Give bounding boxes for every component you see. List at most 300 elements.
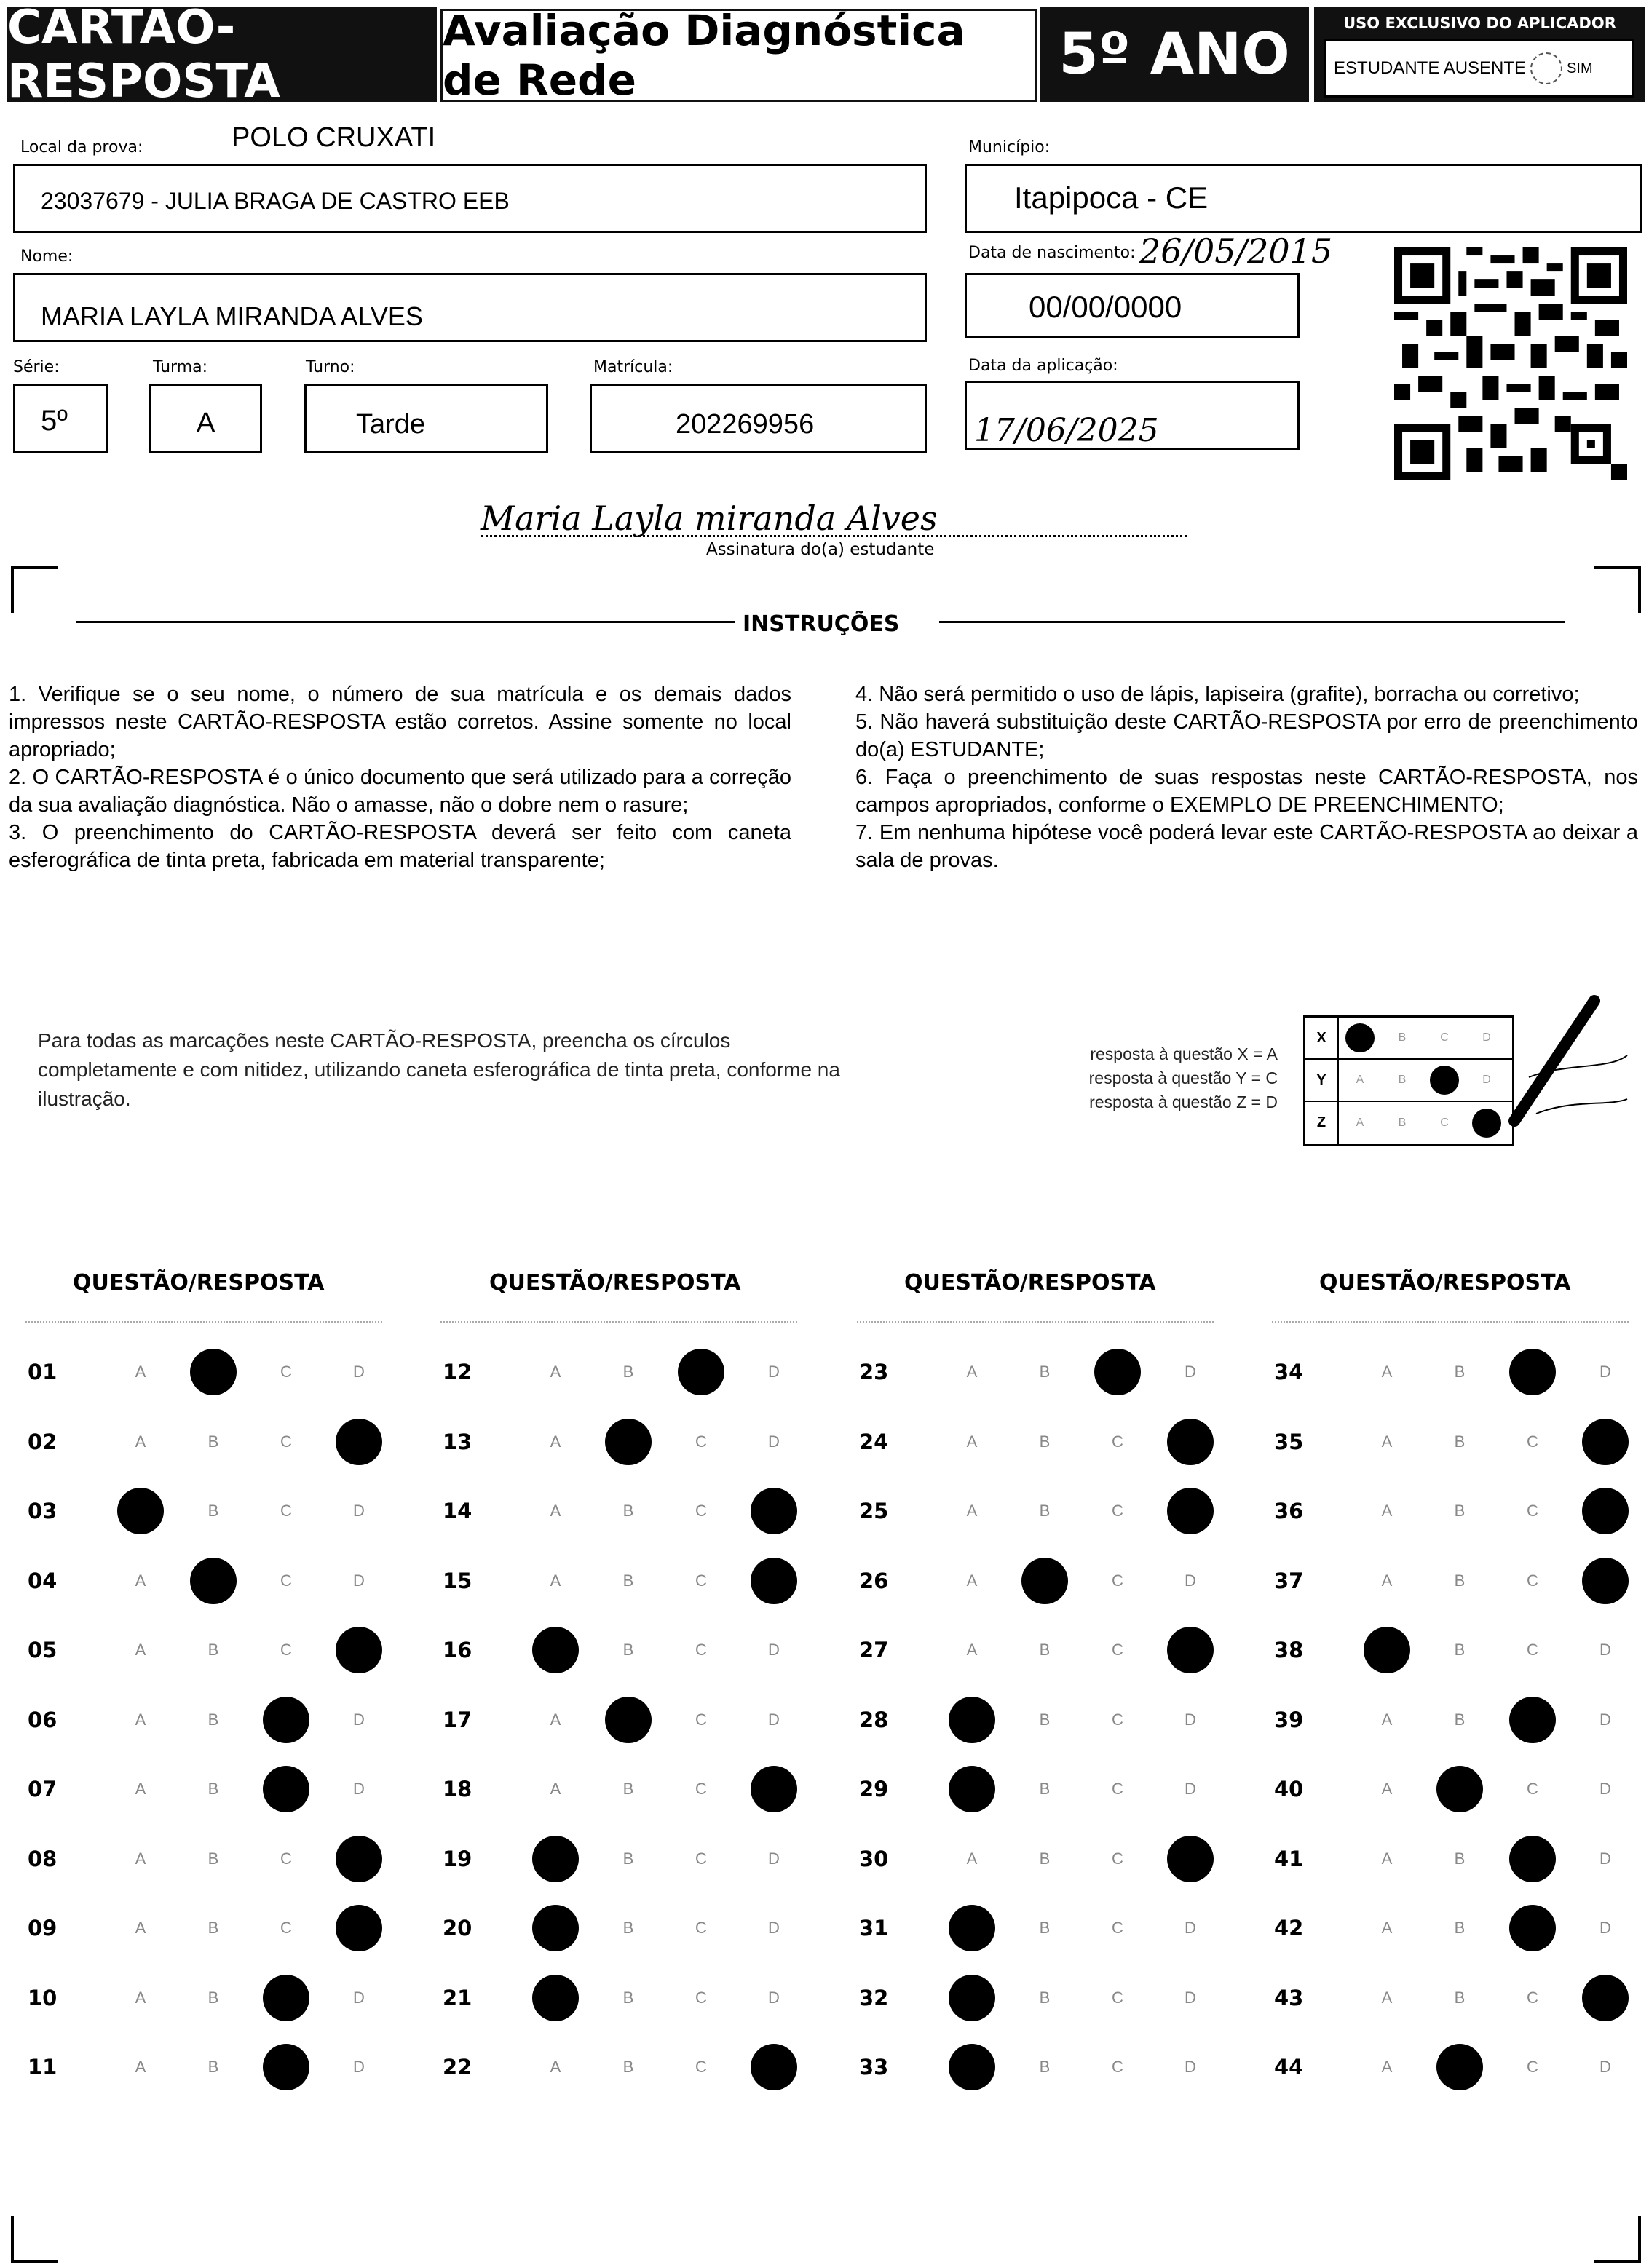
answer-bubble-b[interactable]: [1008, 1906, 1081, 1950]
filled-bubble: [1509, 1905, 1556, 1951]
answer-bubble-d[interactable]: [1569, 1698, 1642, 1742]
matricula-label: Matrícula:: [593, 358, 673, 376]
instructions-left: [9, 681, 791, 874]
answer-bubble-b[interactable]: [1008, 1767, 1081, 1811]
question-number: 19: [443, 1846, 472, 1871]
answer-bubble-b[interactable]: [177, 2045, 250, 2089]
answer-bubble-a[interactable]: [1351, 1837, 1423, 1881]
example-line-x: resposta à questão X = A: [1090, 1044, 1278, 1063]
answer-bubble-b[interactable]: [1423, 1559, 1496, 1603]
answer-bubble-d[interactable]: [1569, 1350, 1642, 1394]
answer-bubble-b[interactable]: [592, 1976, 665, 2020]
answer-bubble-c[interactable]: [1496, 1767, 1569, 1811]
aplicacao-label: Data da aplicação:: [968, 357, 1118, 375]
answer-bubble-c[interactable]: [250, 1767, 323, 1811]
answer-bubble-b[interactable]: [592, 1489, 665, 1533]
answer-bubble-d[interactable]: [1154, 1906, 1227, 1950]
answer-column-header: QUESTÃO/RESPOSTA: [904, 1270, 1156, 1296]
answer-bubble-d[interactable]: [1154, 1976, 1227, 2020]
option-letter: B: [622, 1641, 634, 1659]
answer-bubble-a[interactable]: [104, 1559, 177, 1603]
answer-bubble-a[interactable]: [936, 1976, 1008, 2020]
answer-bubble-a[interactable]: [104, 2045, 177, 2089]
example-option: B: [1398, 1074, 1407, 1086]
answer-bubble-b[interactable]: [592, 1559, 665, 1603]
option-letter: B: [1039, 1432, 1051, 1451]
answer-bubble-b[interactable]: [1423, 1698, 1496, 1742]
answer-bubble-b[interactable]: [592, 1350, 665, 1394]
answer-bubble-c[interactable]: [1081, 1698, 1154, 1742]
question-row: [22, 1837, 395, 1881]
option-letter: D: [1599, 1641, 1611, 1659]
answer-bubble-a[interactable]: [519, 1906, 592, 1950]
answer-bubble-d[interactable]: [323, 1698, 395, 1742]
question-number: 21: [443, 1985, 472, 2010]
answer-bubble-b[interactable]: [177, 1906, 250, 1950]
filled-bubble: [263, 1766, 309, 1812]
answer-bubble-d[interactable]: [737, 1698, 810, 1742]
answer-bubble-c[interactable]: [665, 1420, 737, 1464]
answer-bubble-d[interactable]: [737, 1559, 810, 1603]
answer-bubble-a[interactable]: [1351, 2045, 1423, 2089]
answer-bubble-c[interactable]: [665, 1698, 737, 1742]
question-number: 26: [859, 1568, 889, 1593]
option-letter: C: [1112, 2058, 1123, 2076]
option-letter: D: [1185, 1710, 1196, 1729]
answer-bubble-d[interactable]: [323, 1350, 395, 1394]
example-row-label: Y: [1305, 1060, 1339, 1101]
answer-bubble-b[interactable]: [177, 1837, 250, 1881]
corner-top-right: [1594, 566, 1641, 613]
answer-bubble-b[interactable]: [592, 2045, 665, 2089]
question-number: 44: [1274, 2055, 1304, 2079]
question-row: [22, 1906, 395, 1950]
option-letter: B: [207, 2058, 219, 2076]
answer-bubble-b[interactable]: [177, 1698, 250, 1742]
answer-bubble-c[interactable]: [1081, 1350, 1154, 1394]
answer-bubble-c[interactable]: [250, 1698, 323, 1742]
filled-bubble: [1509, 1836, 1556, 1882]
example-line-y: resposta à questão Y = C: [1088, 1068, 1278, 1087]
answer-bubble-a[interactable]: [519, 1767, 592, 1811]
answer-bubble-b[interactable]: [592, 1906, 665, 1950]
answer-bubble-a[interactable]: [1351, 1906, 1423, 1950]
answer-bubble-c[interactable]: [665, 2045, 737, 2089]
option-letter: A: [135, 1710, 146, 1729]
answer-bubble-b[interactable]: [1008, 2045, 1081, 2089]
answer-bubble-c[interactable]: [250, 1976, 323, 2020]
option-letter: A: [1381, 1710, 1393, 1729]
answer-bubble-d[interactable]: [1569, 1976, 1642, 2020]
answer-column-header: QUESTÃO/RESPOSTA: [489, 1270, 741, 1296]
answer-bubble-a[interactable]: [519, 1420, 592, 1464]
answer-bubble-b[interactable]: [177, 1976, 250, 2020]
option-letter: B: [1454, 1849, 1466, 1868]
answer-bubble-b[interactable]: [1423, 1420, 1496, 1464]
answer-bubble-b[interactable]: [1008, 1837, 1081, 1881]
answer-bubble-a[interactable]: [936, 1906, 1008, 1950]
question-number: 07: [28, 1777, 58, 1801]
question-row: [853, 1906, 1227, 1950]
filled-bubble: [117, 1488, 164, 1534]
answer-bubble-b[interactable]: [592, 1837, 665, 1881]
answer-bubble-c[interactable]: [1496, 1489, 1569, 1533]
question-row: [22, 1489, 395, 1533]
matricula-value: 202269956: [676, 409, 815, 440]
option-letter: D: [768, 1710, 780, 1729]
answer-bubble-d[interactable]: [737, 1767, 810, 1811]
option-letter: A: [966, 1363, 978, 1381]
question-row: [22, 1767, 395, 1811]
aplicador-title: USO EXCLUSIVO DO APLICADOR: [1343, 15, 1616, 32]
answer-bubble-a[interactable]: [936, 1559, 1008, 1603]
option-letter: A: [550, 1780, 561, 1798]
absent-sim: SIM: [1567, 60, 1593, 76]
answer-bubble-b[interactable]: [592, 1698, 665, 1742]
answer-bubble-c[interactable]: [1081, 1628, 1154, 1672]
answer-bubble-c[interactable]: [1081, 1767, 1154, 1811]
answer-bubble-a[interactable]: [104, 1906, 177, 1950]
answer-bubble-d[interactable]: [737, 2045, 810, 2089]
option-letter: D: [1599, 1919, 1611, 1937]
answer-bubble-b[interactable]: [177, 1350, 250, 1394]
answer-bubble-c[interactable]: [1496, 1837, 1569, 1881]
nascimento-handwritten: 26/05/2015: [1139, 231, 1333, 271]
answer-bubble-c[interactable]: [1081, 1420, 1154, 1464]
answer-bubble-a[interactable]: [519, 2045, 592, 2089]
answer-bubble-b[interactable]: [1423, 1906, 1496, 1950]
option-letter: C: [695, 1502, 707, 1520]
option-letter: D: [353, 1988, 365, 2007]
answer-bubble-b[interactable]: [177, 1559, 250, 1603]
answer-bubble-a[interactable]: [104, 1698, 177, 1742]
answer-bubble-b[interactable]: [1423, 1350, 1496, 1394]
answer-bubble-c[interactable]: [250, 1559, 323, 1603]
answer-bubble-a[interactable]: [519, 1698, 592, 1742]
answer-column-rule: [857, 1321, 1214, 1323]
answer-bubble-c[interactable]: [1496, 1906, 1569, 1950]
option-letter: D: [768, 1988, 780, 2007]
answer-bubble-a[interactable]: [519, 1837, 592, 1881]
question-row: [437, 1350, 810, 1394]
option-letter: D: [1599, 1710, 1611, 1729]
answer-bubble-c[interactable]: [1496, 2045, 1569, 2089]
answer-bubble-d[interactable]: [323, 2045, 395, 2089]
option-letter: B: [1039, 1710, 1051, 1729]
answer-bubble-d[interactable]: [737, 1489, 810, 1533]
answer-bubble-d[interactable]: [323, 1628, 395, 1672]
nascimento-value: 00/00/0000: [1029, 290, 1182, 324]
absent-bubble[interactable]: [1530, 52, 1562, 84]
answer-bubble-a[interactable]: [936, 1628, 1008, 1672]
option-letter: D: [768, 1849, 780, 1868]
answer-bubble-c[interactable]: [665, 1976, 737, 2020]
question-row: [1268, 2045, 1642, 2089]
answer-bubble-b[interactable]: [1008, 1489, 1081, 1533]
option-letter: C: [1112, 1710, 1123, 1729]
option-letter: A: [1381, 2058, 1393, 2076]
answer-bubble-a[interactable]: [1351, 1628, 1423, 1672]
option-letter: D: [768, 1363, 780, 1381]
answer-bubble-c[interactable]: [665, 1350, 737, 1394]
example-option: D: [1482, 1031, 1491, 1044]
answer-bubble-a[interactable]: [1351, 1559, 1423, 1603]
answer-bubble-d[interactable]: [1569, 1559, 1642, 1603]
answer-bubble-c[interactable]: [665, 1837, 737, 1881]
answer-bubble-b[interactable]: [1008, 1350, 1081, 1394]
answer-bubble-a[interactable]: [519, 1350, 592, 1394]
option-letter: D: [353, 1502, 365, 1520]
answer-bubble-a[interactable]: [936, 2045, 1008, 2089]
question-row: [437, 1906, 810, 1950]
answer-bubble-c[interactable]: [1496, 1698, 1569, 1742]
answer-bubble-c[interactable]: [665, 1489, 737, 1533]
answer-bubble-c[interactable]: [1081, 1489, 1154, 1533]
answer-bubble-d[interactable]: [737, 1420, 810, 1464]
answer-bubble-b[interactable]: [1008, 1559, 1081, 1603]
answer-bubble-d[interactable]: [1569, 1489, 1642, 1533]
answer-bubble-b[interactable]: [177, 1628, 250, 1672]
question-row: [1268, 1350, 1642, 1394]
answer-bubble-b[interactable]: [177, 1420, 250, 1464]
answer-bubble-d[interactable]: [323, 1767, 395, 1811]
answer-bubble-c[interactable]: [250, 1420, 323, 1464]
answer-bubble-a[interactable]: [104, 1837, 177, 1881]
answer-bubble-c[interactable]: [250, 1906, 323, 1950]
answer-bubble-b[interactable]: [1008, 1698, 1081, 1742]
option-letter: A: [550, 1571, 561, 1590]
answer-bubble-d[interactable]: [1569, 1420, 1642, 1464]
qr-code: [1394, 247, 1627, 480]
answer-bubble-d[interactable]: [323, 1976, 395, 2020]
answer-bubble-a[interactable]: [519, 1976, 592, 2020]
filled-bubble: [751, 2044, 797, 2090]
answer-bubble-b[interactable]: [592, 1420, 665, 1464]
municipio-label: Município:: [968, 138, 1051, 156]
question-number: 38: [1274, 1638, 1304, 1662]
answer-bubble-d[interactable]: [1569, 1628, 1642, 1672]
answer-bubble-d[interactable]: [1154, 1628, 1227, 1672]
answer-bubble-d[interactable]: [1154, 1698, 1227, 1742]
answer-bubble-a[interactable]: [519, 1559, 592, 1603]
example-row: [1305, 1102, 1512, 1144]
answer-bubble-a[interactable]: [104, 1976, 177, 2020]
filled-bubble: [1582, 1558, 1629, 1604]
example-row: [1305, 1018, 1512, 1060]
answer-bubble-a[interactable]: [936, 1420, 1008, 1464]
answer-bubble-b[interactable]: [1423, 2045, 1496, 2089]
option-letter: B: [207, 1710, 219, 1729]
answer-bubble-a[interactable]: [936, 1489, 1008, 1533]
instructions-rule-right: [939, 621, 1565, 623]
answer-bubble-d[interactable]: [323, 1420, 395, 1464]
answer-bubble-b[interactable]: [1008, 1628, 1081, 1672]
answer-bubble-d[interactable]: [1154, 2045, 1227, 2089]
answer-bubble-a[interactable]: [936, 1767, 1008, 1811]
answer-bubble-d[interactable]: [737, 1976, 810, 2020]
answer-bubble-b[interactable]: [592, 1628, 665, 1672]
question-row: [1268, 1559, 1642, 1603]
answer-bubble-d[interactable]: [1569, 2045, 1642, 2089]
option-letter: A: [135, 2058, 146, 2076]
answer-bubble-b[interactable]: [592, 1767, 665, 1811]
answer-bubble-d[interactable]: [1154, 1559, 1227, 1603]
answer-bubble-d[interactable]: [737, 1906, 810, 1950]
answer-bubble-d[interactable]: [323, 1837, 395, 1881]
instruction-4: 4. Não será permitido o uso de lápis, lapiseira (grafite), borracha ou corretivo;: [855, 683, 1580, 706]
question-row: [22, 1628, 395, 1672]
instruction-6: 6. Faça o preenchimento de suas respostas neste CARTÃO-RESPOSTA, nos campos apropriados, conforme o EXEMPLO DE PREENCHIMENTO;: [855, 766, 1638, 817]
answer-bubble-a[interactable]: [1351, 1489, 1423, 1533]
answer-bubble-c[interactable]: [665, 1559, 737, 1603]
option-letter: B: [622, 1571, 634, 1590]
option-letter: C: [695, 1849, 707, 1868]
answer-bubble-b[interactable]: [177, 1767, 250, 1811]
option-letter: A: [1381, 1988, 1393, 2007]
answer-bubble-d[interactable]: [737, 1350, 810, 1394]
answer-bubble-a[interactable]: [104, 1489, 177, 1533]
option-letter: D: [353, 2058, 365, 2076]
answer-bubble-c[interactable]: [1496, 1350, 1569, 1394]
answer-bubble-c[interactable]: [1081, 2045, 1154, 2089]
answer-bubble-b[interactable]: [1423, 1489, 1496, 1533]
option-letter: C: [695, 2058, 707, 2076]
option-letter: C: [1112, 1641, 1123, 1659]
question-number: 28: [859, 1707, 889, 1732]
answer-bubble-c[interactable]: [250, 1837, 323, 1881]
option-letter: B: [1454, 1988, 1466, 2007]
absent-label: ESTUDANTE AUSENTE: [1334, 58, 1527, 78]
answer-bubble-a[interactable]: [1351, 1767, 1423, 1811]
question-row: [853, 2045, 1227, 2089]
filled-bubble: [1167, 1836, 1214, 1882]
answer-bubble-a[interactable]: [936, 1350, 1008, 1394]
answer-bubble-a[interactable]: [936, 1837, 1008, 1881]
answer-bubble-c[interactable]: [1081, 1976, 1154, 2020]
answer-bubble-c[interactable]: [1496, 1628, 1569, 1672]
answer-bubble-a[interactable]: [104, 1420, 177, 1464]
option-letter: D: [1185, 1919, 1196, 1937]
option-letter: B: [1039, 1641, 1051, 1659]
answer-bubble-a[interactable]: [1351, 1350, 1423, 1394]
option-letter: D: [1185, 1363, 1196, 1381]
answer-bubble-d[interactable]: [1154, 1420, 1227, 1464]
answer-bubble-c[interactable]: [1081, 1559, 1154, 1603]
answer-bubble-c[interactable]: [1081, 1906, 1154, 1950]
option-letter: C: [1112, 1502, 1123, 1520]
answer-bubble-b[interactable]: [177, 1489, 250, 1533]
answer-bubble-c[interactable]: [1496, 1559, 1569, 1603]
option-letter: A: [135, 1363, 146, 1381]
option-letter: C: [1527, 1780, 1538, 1798]
answer-bubble-c[interactable]: [1496, 1420, 1569, 1464]
question-number: 16: [443, 1638, 472, 1662]
filled-bubble: [336, 1836, 382, 1882]
example-option: [1423, 1060, 1466, 1101]
answer-bubble-c[interactable]: [665, 1906, 737, 1950]
answer-bubble-c[interactable]: [665, 1767, 737, 1811]
answer-bubble-a[interactable]: [519, 1489, 592, 1533]
answer-bubble-c[interactable]: [665, 1628, 737, 1672]
answer-bubble-d[interactable]: [323, 1906, 395, 1950]
answer-bubble-d[interactable]: [1154, 1767, 1227, 1811]
filled-bubble: [678, 1349, 724, 1395]
answer-bubble-c[interactable]: [1081, 1837, 1154, 1881]
question-number: 10: [28, 1985, 58, 2010]
answer-bubble-c[interactable]: [250, 1489, 323, 1533]
option-letter: C: [1527, 1988, 1538, 2007]
example-lines: [1037, 1042, 1278, 1114]
question-number: 04: [28, 1568, 58, 1593]
answer-bubble-d[interactable]: [323, 1559, 395, 1603]
answer-bubble-b[interactable]: [1423, 1976, 1496, 2020]
answer-bubble-b[interactable]: [1423, 1767, 1496, 1811]
filled-bubble: [949, 2044, 995, 2090]
example-grid: [1303, 1015, 1514, 1146]
answer-bubble-d[interactable]: [1154, 1350, 1227, 1394]
answer-bubble-d[interactable]: [1154, 1489, 1227, 1533]
option-letter: A: [550, 1363, 561, 1381]
answer-bubble-a[interactable]: [519, 1628, 592, 1672]
option-letter: C: [695, 1919, 707, 1937]
answer-bubble-c[interactable]: [250, 1350, 323, 1394]
answer-bubble-b[interactable]: [1008, 1976, 1081, 2020]
option-letter: B: [1039, 2058, 1051, 2076]
question-number: 23: [859, 1360, 889, 1384]
answer-bubble-b[interactable]: [1008, 1420, 1081, 1464]
answer-bubble-b[interactable]: [1423, 1837, 1496, 1881]
question-number: 32: [859, 1985, 889, 2010]
question-number: 41: [1274, 1846, 1304, 1871]
question-number: 03: [28, 1499, 58, 1523]
answer-bubble-d[interactable]: [1569, 1837, 1642, 1881]
filled-bubble: [336, 1419, 382, 1465]
answer-bubble-d[interactable]: [1569, 1767, 1642, 1811]
answer-bubble-b[interactable]: [1423, 1628, 1496, 1672]
turma-value: A: [197, 408, 215, 438]
answer-bubble-d[interactable]: [737, 1628, 810, 1672]
option-letter: C: [695, 1432, 707, 1451]
question-row: [1268, 1976, 1642, 2020]
answer-bubble-d[interactable]: [1154, 1837, 1227, 1881]
filled-bubble: [1094, 1349, 1141, 1395]
question-number: 40: [1274, 1777, 1304, 1801]
answer-bubble-a[interactable]: [104, 1767, 177, 1811]
filled-bubble: [336, 1627, 382, 1673]
example-filled-bubble: [1430, 1066, 1459, 1095]
question-row: [437, 1420, 810, 1464]
answer-bubble-a[interactable]: [1351, 1976, 1423, 2020]
filled-bubble: [1509, 1697, 1556, 1743]
answer-bubble-a[interactable]: [104, 1350, 177, 1394]
instruction-7: 7. Em nenhuma hipótese você poderá levar este CARTÃO-RESPOSTA ao deixar a sala de provas.: [855, 821, 1638, 872]
answer-bubble-c[interactable]: [250, 2045, 323, 2089]
answer-bubble-a[interactable]: [936, 1698, 1008, 1742]
answer-bubble-a[interactable]: [104, 1628, 177, 1672]
answer-bubble-d[interactable]: [323, 1489, 395, 1533]
answer-bubble-a[interactable]: [1351, 1420, 1423, 1464]
option-letter: A: [1381, 1919, 1393, 1937]
answer-bubble-a[interactable]: [1351, 1698, 1423, 1742]
answer-bubble-d[interactable]: [1569, 1906, 1642, 1950]
answer-bubble-c[interactable]: [1496, 1976, 1569, 2020]
answer-column-header: QUESTÃO/RESPOSTA: [73, 1270, 325, 1296]
answer-column-rule: [25, 1321, 382, 1323]
question-row: [1268, 1628, 1642, 1672]
option-letter: B: [1454, 1641, 1466, 1659]
answer-bubble-c[interactable]: [250, 1628, 323, 1672]
answer-bubble-d[interactable]: [737, 1837, 810, 1881]
